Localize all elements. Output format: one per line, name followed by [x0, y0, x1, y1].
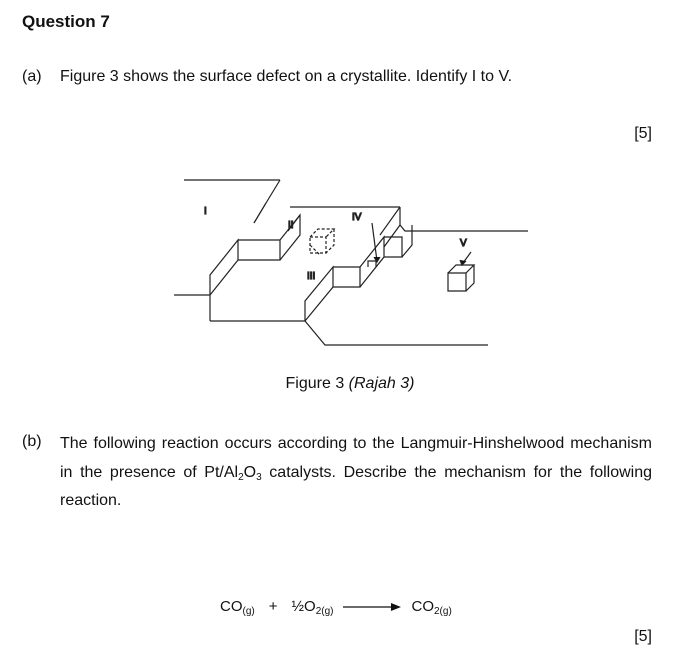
part-b-marks: [5] — [634, 628, 652, 645]
reaction-equation — [220, 598, 452, 615]
reactant-2: $\frac{1}{2}O_{2(g)}$ — [291, 598, 334, 617]
label-III: III — [307, 271, 316, 282]
part-a-text: Figure 3 shows the surface defect on a crystallite. Identify I to V. — [60, 68, 513, 85]
surface-defect-figure — [170, 165, 540, 360]
figure-caption — [0, 375, 700, 393]
part-b-text — [60, 430, 652, 516]
part-b-line-2: in the presence of $Pt/Al_2O_3$ catalysts. Describe the mechanism for the following — [60, 463, 653, 483]
reaction-arrow-icon — [343, 602, 401, 612]
part-b-label: (b) — [22, 433, 42, 450]
label-I: I — [204, 206, 207, 217]
label-V: V — [460, 238, 467, 249]
product: $CO_{2(g)}$ — [411, 598, 452, 617]
question-title: Question 7 — [22, 12, 110, 31]
label-IV: IV — [352, 212, 362, 223]
part-b-line-3: reaction. — [60, 492, 122, 509]
part-b-line-1: The following reaction occurs according to the Langmuir-Hinshelwood mechanism — [60, 435, 652, 452]
caption-main: Figure 3 — [285, 375, 349, 392]
part-a-label: (a) — [22, 68, 42, 85]
reactant-1: $CO_{(g)}$ — [220, 598, 255, 617]
part-a-marks: [5] — [634, 125, 652, 142]
caption-alt: (Rajah 3) — [348, 375, 415, 392]
label-II: II — [288, 220, 294, 231]
plus-sign: + — [268, 598, 278, 615]
